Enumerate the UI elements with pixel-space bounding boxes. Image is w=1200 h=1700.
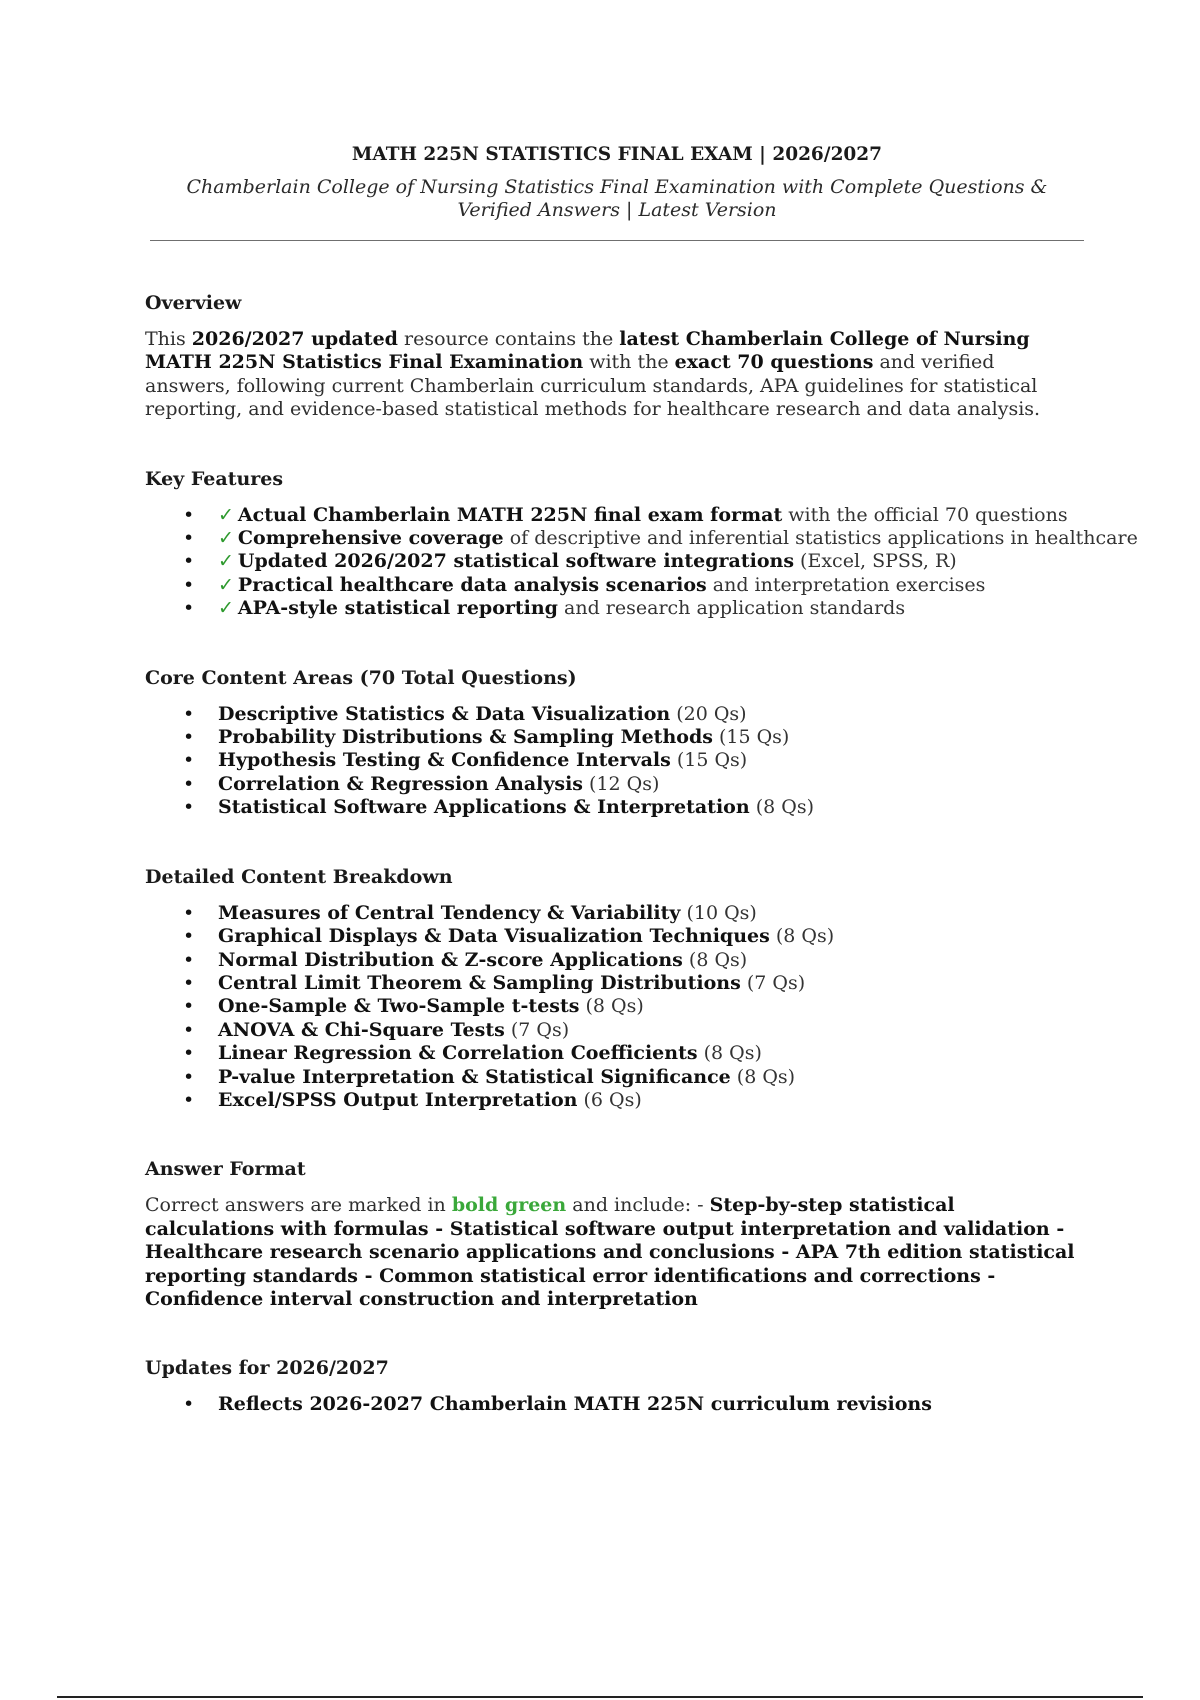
updates-list <box>145 1393 1085 1416</box>
list-item-bold: Statistical Software Applications & Interpretation <box>218 796 750 819</box>
check-icon: ✓ <box>218 573 234 596</box>
overview-bold-text: 2026/2027 updated <box>191 328 398 350</box>
check-icon: ✓ <box>218 527 234 550</box>
list-item-text: (7 Qs) <box>504 1018 570 1041</box>
list-item-text: (6 Qs) <box>577 1088 642 1111</box>
list-item <box>145 527 1138 550</box>
key-features-section <box>145 464 1138 621</box>
list-item-text: (8 Qs) <box>579 995 644 1018</box>
list-item <box>145 1019 1085 1042</box>
list-item-bold: P-value Interpretation & Statistical Significance <box>218 1065 731 1088</box>
overview-bold-text: exact 70 questions <box>674 351 874 374</box>
list-item-text: (8 Qs) <box>730 1065 796 1088</box>
list-item <box>145 773 1085 796</box>
list-item-bold: Excel/SPSS Output Interpretation <box>218 1088 578 1111</box>
list-item-text: (8 Qs) <box>769 925 835 948</box>
overview-bold-text: latest Chamberlain College of Nursing MATH 225N Statistics Final Examination <box>145 328 1030 374</box>
list-item <box>145 597 1085 620</box>
list-item-bold: Descriptive Statistics & Data Visualization <box>218 702 671 725</box>
answer-format-text: and include: - <box>566 1194 710 1217</box>
list-item-text: of descriptive and inferential statistics applications in healthcare <box>503 527 1138 550</box>
list-item-text: (7 Qs) <box>740 971 806 994</box>
document-header <box>150 140 1084 222</box>
list-item-bold: Actual Chamberlain MATH 225N final exam format <box>237 503 783 526</box>
overview-paragraph <box>145 328 1085 422</box>
document-body <box>145 288 1138 1459</box>
list-item-bold: Linear Regression & Correlation Coefficients <box>218 1042 698 1065</box>
list-item <box>145 796 1085 819</box>
list-item-bold: Central Limit Theorem & Sampling Distributions <box>218 971 741 994</box>
answer-format-heading: Answer Format <box>145 1158 306 1181</box>
list-item-text: (8 Qs) <box>749 796 814 819</box>
core-content-heading: Core Content Areas (70 Total Questions) <box>145 666 577 689</box>
list-item <box>145 972 1085 995</box>
list-item-text: (15 Qs) <box>712 726 790 749</box>
key-features-heading: Key Features <box>145 467 284 490</box>
document-title: MATH 225N STATISTICS FINAL EXAM | 2026/2027 <box>351 144 883 165</box>
overview-heading: Overview <box>145 292 242 314</box>
breakdown-section <box>145 862 1085 1113</box>
list-item-text: (20 Qs) <box>670 702 747 725</box>
list-item <box>145 1066 1085 1089</box>
overview-text: resource contains the <box>397 328 620 350</box>
list-item-bold: Measures of Central Tendency & Variability <box>218 901 681 924</box>
answer-format-paragraph <box>145 1194 1085 1311</box>
list-item <box>145 902 1085 925</box>
list-item <box>145 949 1085 972</box>
list-item <box>145 726 1085 749</box>
list-item <box>145 504 1085 527</box>
list-item-bold: APA-style statistical reporting <box>237 597 558 620</box>
list-item-text: (8 Qs) <box>697 1042 762 1065</box>
list-item-bold: Practical healthcare data analysis scenarios <box>237 573 707 596</box>
list-item <box>145 995 1085 1018</box>
header-divider <box>150 240 1084 241</box>
list-item-text: and research application standards <box>557 597 906 620</box>
list-item <box>145 1042 1085 1065</box>
footer-divider <box>57 1696 1143 1698</box>
list-item <box>145 1089 1085 1112</box>
answer-format-bold-text: Step-by-step statistical calculations with formulas - Statistical software output interpretation and validation - Healthcare research scenario applications and conclusions - APA 7th edition statistical reporting standards - Common statistical error identifications and corrections - Confidence interval construction and interpretation <box>145 1194 1075 1310</box>
core-content-list <box>145 703 1085 820</box>
breakdown-list <box>145 902 1085 1113</box>
list-item-text: (12 Qs) <box>583 772 660 795</box>
updates-section <box>145 1353 1085 1416</box>
check-icon: ✓ <box>218 550 234 573</box>
overview-section <box>145 288 1085 422</box>
list-item <box>145 1393 1085 1416</box>
list-item-bold: Comprehensive coverage <box>237 527 504 550</box>
list-item <box>145 550 1085 573</box>
bold-green-text: bold green <box>451 1194 567 1217</box>
check-icon: ✓ <box>218 503 234 526</box>
list-item-text: and interpretation exercises <box>706 573 986 596</box>
list-item-bold: Correlation & Regression Analysis <box>218 772 584 795</box>
list-item-bold: Hypothesis Testing & Confidence Intervals <box>218 749 671 772</box>
list-item <box>145 574 1085 597</box>
overview-text: This <box>145 328 192 350</box>
document-subtitle: Chamberlain College of Nursing Statistics Final Examination with Complete Questions & Verified Answers | Latest Version <box>186 176 1048 221</box>
list-item <box>145 749 1085 772</box>
list-item-text: (10 Qs) <box>680 901 757 924</box>
overview-text: and verified answers, following current Chamberlain curriculum standards, APA guidelines for statistical reporting, and evidence-based statistical methods for healthcare research and data analysis. <box>145 351 1041 421</box>
breakdown-heading: Detailed Content Breakdown <box>145 865 453 888</box>
list-item-text: (15 Qs) <box>670 749 748 772</box>
list-item-bold: Normal Distribution & Z-score Applications <box>218 948 683 971</box>
answer-format-text: Correct answers are marked in <box>145 1194 452 1217</box>
list-item-bold: Reflects 2026-2027 Chamberlain MATH 225N curriculum revisions <box>218 1393 932 1416</box>
overview-text: with the <box>583 351 675 374</box>
updates-heading: Updates for 2026/2027 <box>145 1357 389 1380</box>
list-item <box>145 703 1085 726</box>
list-item-text: (Excel, SPSS, R) <box>794 550 957 573</box>
list-item-bold: ANOVA & Chi-Square Tests <box>218 1018 505 1041</box>
answer-format-section <box>145 1154 1085 1311</box>
list-item-bold: Probability Distributions & Sampling Methods <box>218 726 713 749</box>
key-features-list <box>145 503 1138 621</box>
list-item-text: (8 Qs) <box>682 948 748 971</box>
list-item-bold: Updated 2026/2027 statistical software integrations <box>237 550 795 573</box>
check-icon: ✓ <box>218 597 234 620</box>
core-content-section <box>145 663 1085 820</box>
list-item <box>145 925 1085 948</box>
list-item-bold: One-Sample & Two-Sample t-tests <box>218 995 580 1018</box>
list-item-text: with the official 70 questions <box>782 503 1068 526</box>
list-item-bold: Graphical Displays & Data Visualization Techniques <box>218 925 770 948</box>
